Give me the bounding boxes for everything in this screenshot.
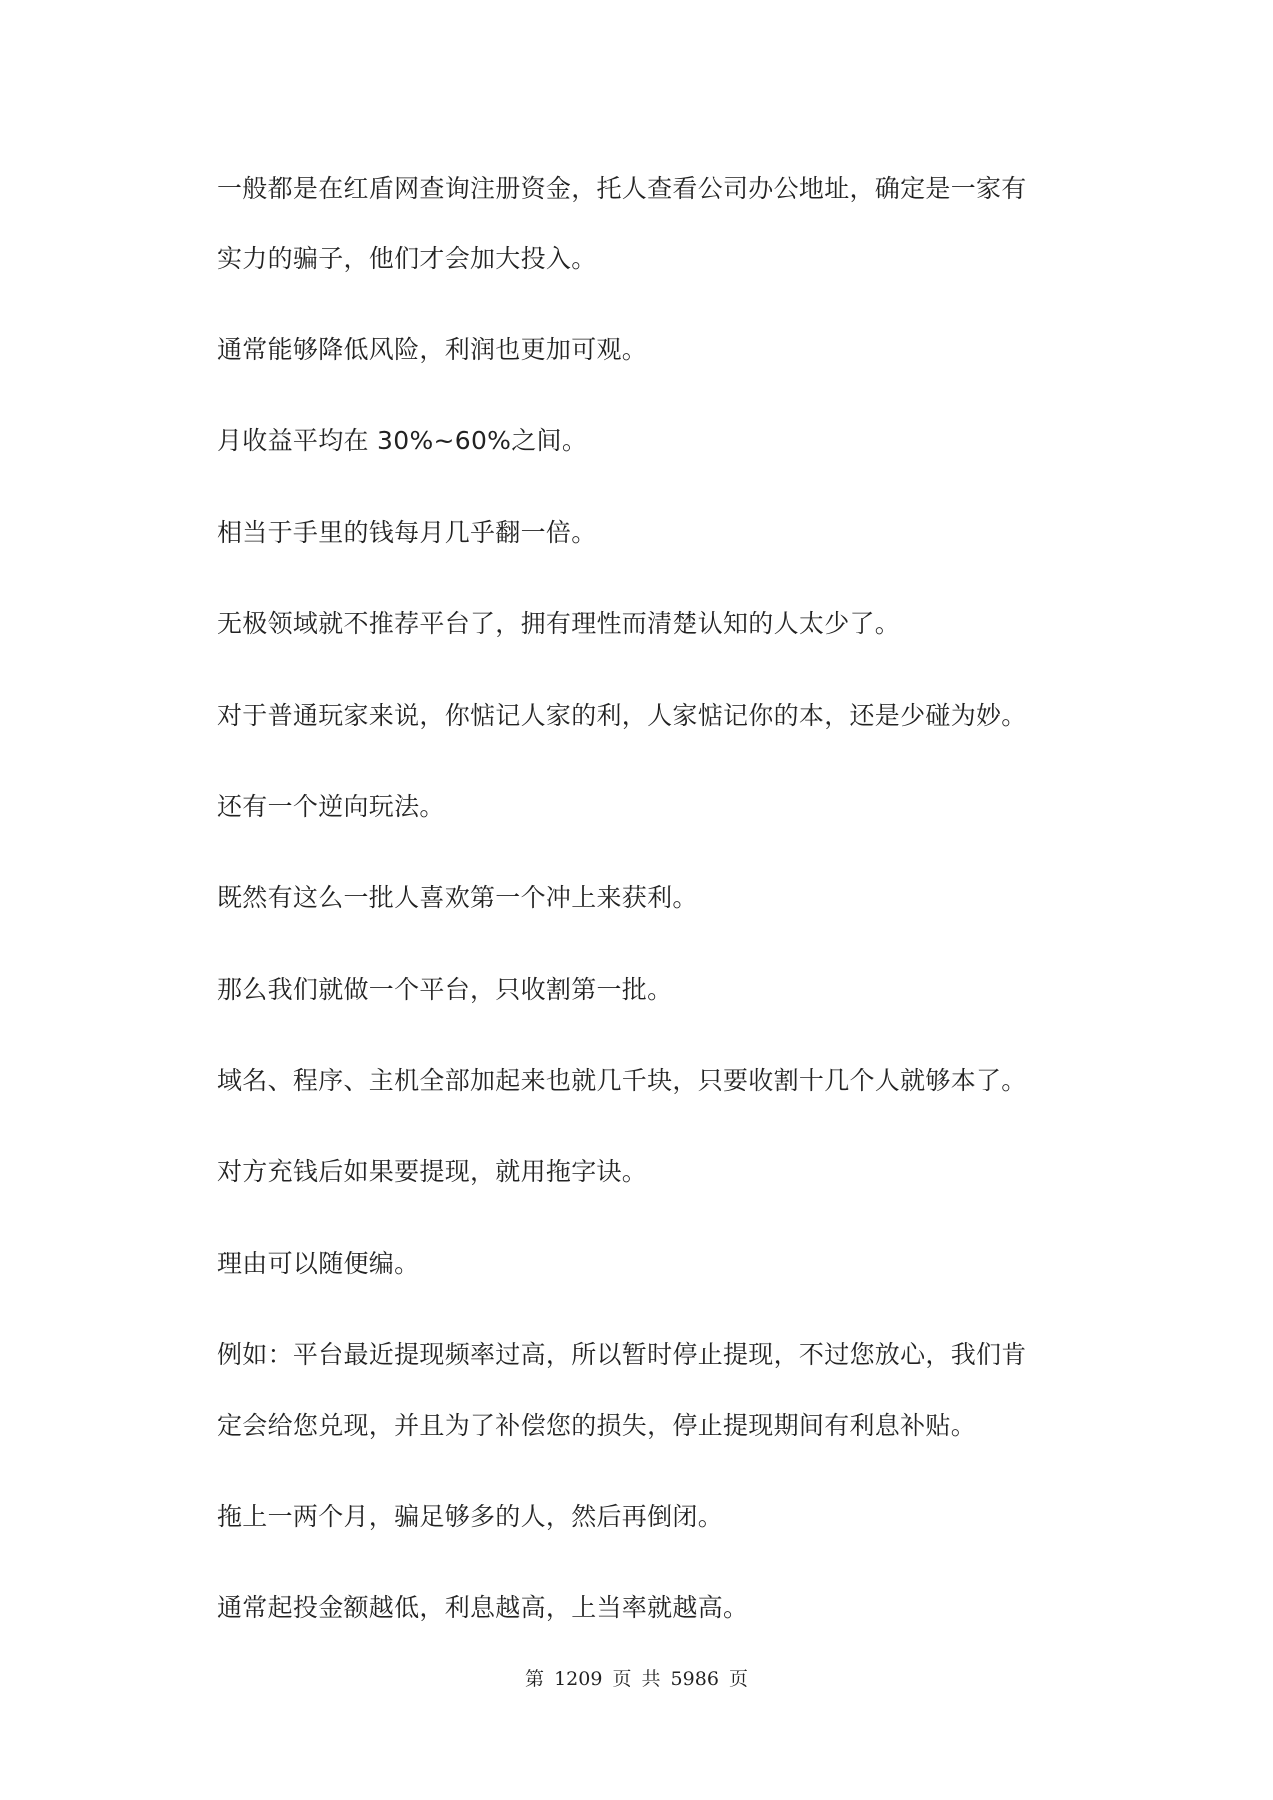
text-line: 还有一个逆向玩法。: [217, 792, 445, 821]
text-line: 对方充钱后如果要提现，就用拖字诀。: [217, 1157, 648, 1186]
text-line: 域名、程序、主机全部加起来也就几千块，只要收割十几个人就够本了。: [217, 1066, 1027, 1095]
text-line: 月收益平均在 30%~60%之间。: [217, 426, 588, 455]
text-line: 理由可以随便编。: [217, 1249, 420, 1278]
text-line: 对于普通玩家来说，你惦记人家的利，人家惦记你的本，还是少碰为妙。: [217, 701, 1027, 730]
text-line: 实力的骗子，他们才会加大投入。: [217, 244, 597, 273]
text-line: 无极领域就不推荐平台了，拥有理性而清楚认知的人太少了。: [217, 609, 901, 638]
text-line: 那么我们就做一个平台，只收割第一批。: [217, 975, 673, 1004]
page-number-footer: 第 1209 页 共 5986 页: [525, 1668, 748, 1690]
text-line: 定会给您兑现，并且为了补偿您的损失，停止提现期间有利息补贴。: [217, 1411, 977, 1440]
text-line: 例如：平台最近提现频率过高，所以暂时停止提现，不过您放心，我们肯: [217, 1340, 1027, 1369]
text-line: 拖上一两个月，骗足够多的人，然后再倒闭。: [217, 1502, 724, 1531]
text-line: 一般都是在红盾网查询注册资金，托人查看公司办公地址，确定是一家有: [217, 174, 1027, 203]
text-line: 相当于手里的钱每月几乎翻一倍。: [217, 518, 597, 547]
text-line: 通常起投金额越低，利息越高，上当率就越高。: [217, 1593, 749, 1622]
text-line: 既然有这么一批人喜欢第一个冲上来获利。: [217, 883, 698, 912]
text-line: 通常能够降低风险，利润也更加可观。: [217, 335, 648, 364]
